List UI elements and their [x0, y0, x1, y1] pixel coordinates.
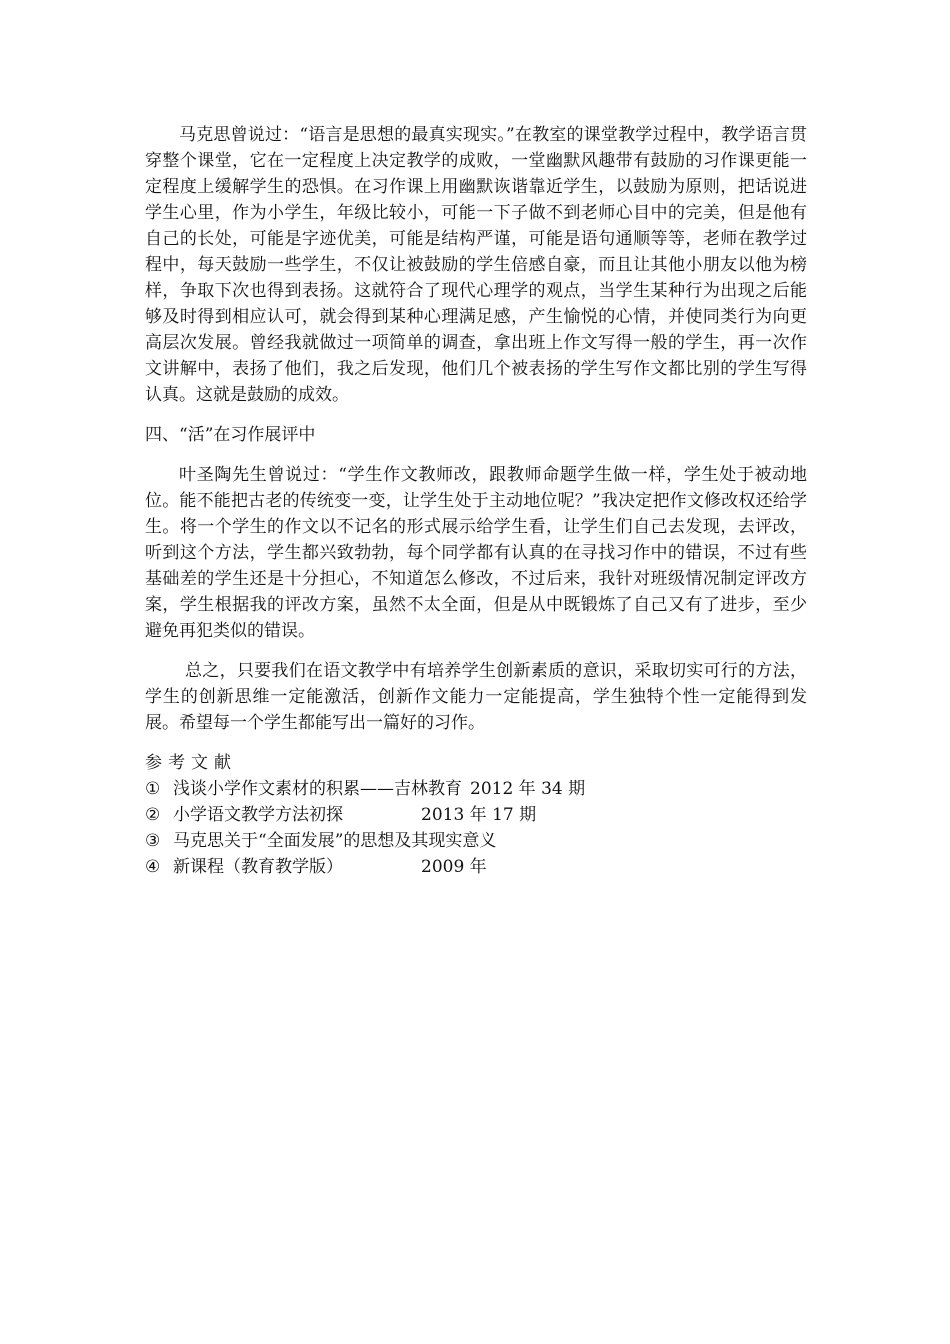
references-title: 参考文献	[145, 753, 237, 773]
document-page	[145, 122, 807, 880]
reference-date: 2013 年 17 期	[421, 805, 537, 825]
section-heading-4: 四、“活”在习作展评中	[145, 425, 316, 445]
reference-item	[145, 828, 807, 854]
reference-item	[145, 776, 807, 802]
reference-number: ①	[145, 779, 161, 799]
reference-title: 小学语文教学方法初探	[173, 805, 343, 825]
reference-item	[145, 854, 807, 880]
reference-title: 浅谈小学作文素材的积累——吉林教育	[173, 779, 462, 799]
reference-title: 马克思关于“全面发展”的思想及其现实意义	[173, 831, 497, 851]
reference-title: 新课程（教育教学版）	[173, 857, 343, 877]
paragraph-conclusion: 总之，只要我们在语文教学中有培养学生创新素质的意识，采取切实可行的方法，学生的创新思维一定能激活，创新作文能力一定能提高，学生独特个性一定能得到发展。希望每一个学生都能写出一篇好的习作。	[145, 661, 807, 733]
paragraph-encouragement: 马克思曾说过：“语言是思想的最真实现实。”在教室的课堂教学过程中，教学语言贯穿整个课堂，它在一定程度上决定教学的成败，一堂幽默风趣带有鼓励的习作课更能一定程度上缓解学生的恐惧。在习作课上用幽默诙谐靠近学生，以鼓励为原则，把话说进学生心里，作为小学生，年级比较小，可能一下子做不到老师心目中的完美，但是他有自己的长处，可能是字迹优美，可能是结构严谨，可能是语句通顺等等，老师在教学过程中，每天鼓励一些学生，不仅让被鼓励的学生倍感自豪，而且让其他小朋友以他为榜样，争取下次也得到表扬。这就符合了现代心理学的观点，当学生某种行为出现之后能够及时得到相应认可，就会得到某种心理满足感，产生愉悦的心情，并使同类行为向更高层次发展。曾经我就做过一项简单的调查，拿出班上作文写得一般的学生，再一次作文讲解中，表扬了他们，我之后发现，他们几个被表扬的学生写作文都比别的学生写得认真。这就是鼓励的成效。	[145, 125, 807, 405]
reference-number: ④	[145, 857, 161, 877]
reference-number: ③	[145, 831, 161, 851]
references-list	[145, 776, 807, 880]
paragraph-peer-review: 叶圣陶先生曾说过：“学生作文教师改，跟教师命题学生做一样，学生处于被动地位。能不能把古老的传统变一变，让学生处于主动地位呢？”我决定把作文修改权还给学生。将一个学生的作文以不记名的形式展示给学生看，让学生们自己去发现，去评改，听到这个方法，学生都兴致勃勃，每个同学都有认真的在寻找习作中的错误，不过有些基础差的学生还是十分担心，不知道怎么修改，不过后来，我针对班级情况制定评改方案，学生根据我的评改方案，虽然不太全面，但是从中既锻炼了自己又有了进步，至少避免再犯类似的错误。	[145, 465, 807, 641]
reference-number: ②	[145, 805, 161, 825]
reference-date: 2009 年	[421, 857, 487, 877]
reference-item	[145, 802, 807, 828]
reference-date: 2012 年 34 期	[470, 779, 586, 799]
